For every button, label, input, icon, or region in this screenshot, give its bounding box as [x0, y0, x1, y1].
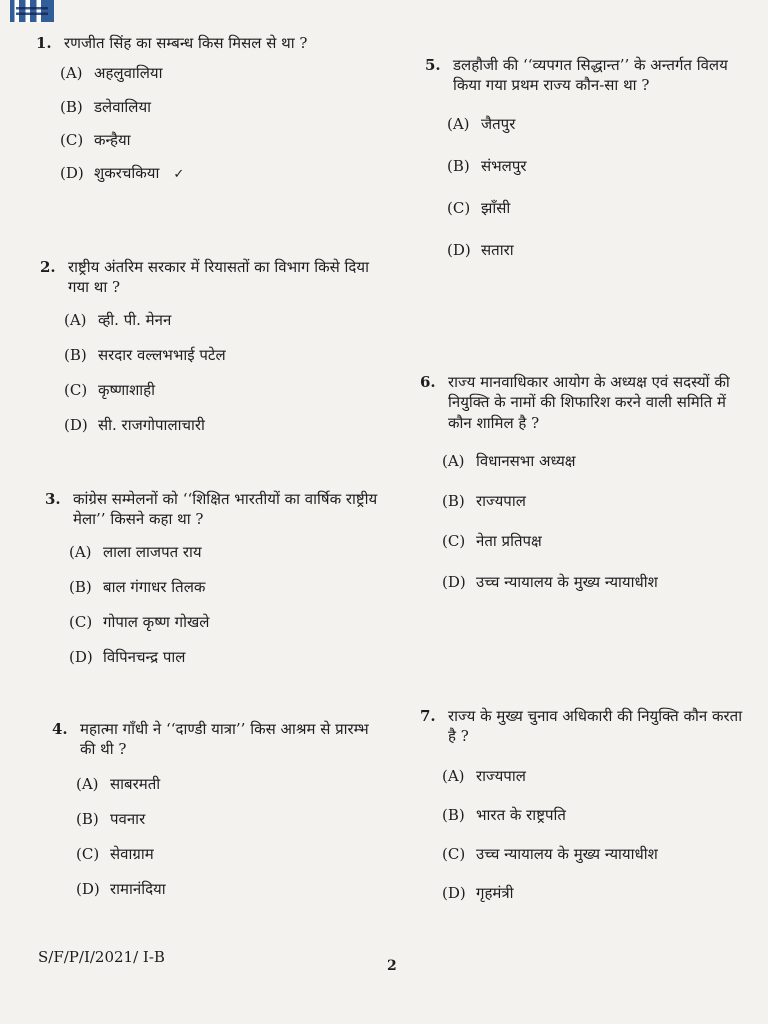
option-label: (A)	[442, 451, 465, 470]
option-label: (D)	[69, 648, 93, 667]
check-icon: ✓	[173, 167, 185, 182]
option-text: उच्च न्यायालय के मुख्य न्यायाधीश	[476, 572, 658, 591]
option-text: बाल गंगाधर तिलक	[103, 577, 206, 596]
question-text: कांग्रेस सम्मेलनों को ‘‘शिक्षित भारतीयों का वार्षिक राष्ट्रीय मेला’’ किसने कहा था ?	[73, 490, 378, 529]
option-text: संभलपुर	[481, 156, 527, 175]
option-text: कृष्णाशाही	[98, 381, 156, 399]
option-c	[442, 531, 760, 551]
option-a	[76, 774, 397, 794]
option-a	[64, 310, 390, 330]
option-label: (D)	[442, 572, 466, 591]
option-b	[60, 97, 376, 117]
option-a	[447, 114, 755, 134]
option-a	[69, 542, 390, 562]
option-a	[442, 766, 760, 786]
option-label: (C)	[442, 845, 466, 863]
option-label: (C)	[76, 845, 100, 863]
option-c	[64, 380, 390, 400]
question-number: 1.	[36, 34, 52, 52]
question-text: डलहौजी की ‘‘व्यपगत सिद्धान्त’’ के अन्तर्गत विलय किया गया प्रथम राज्य कौन-सा था ?	[453, 56, 728, 95]
option-text: नेता प्रतिपक्ष	[476, 532, 542, 551]
option-label: (C)	[69, 613, 93, 631]
question-text: महात्मा गाँधी ने ‘‘दाण्डी यात्रा’’ किस आश्रम से प्रारम्भ की थी ?	[80, 720, 369, 759]
option-text: कन्हैया	[94, 130, 131, 149]
option-label: (D)	[442, 884, 466, 903]
question-number: 5.	[425, 56, 441, 74]
option-text: गोपाल कृष्ण गोखले	[103, 613, 210, 631]
option-label: (A)	[76, 774, 99, 793]
option-label: (D)	[447, 241, 471, 260]
option-text: डलेवालिया	[94, 97, 152, 116]
option-label: (D)	[76, 880, 100, 899]
question-5	[425, 55, 755, 261]
option-b	[442, 805, 760, 825]
question-number: 6.	[420, 373, 436, 391]
option-b	[64, 345, 390, 365]
question-number: 4.	[52, 720, 68, 738]
option-text: राज्यपाल	[476, 766, 526, 785]
option-text: सेवाग्राम	[110, 845, 154, 863]
option-label: (C)	[442, 532, 466, 551]
option-label: (A)	[60, 64, 83, 83]
question-3	[45, 489, 390, 668]
option-a	[442, 451, 760, 471]
option-text: झाँसी	[481, 199, 511, 217]
option-c	[447, 198, 755, 218]
option-label: (B)	[64, 345, 87, 364]
option-b	[76, 809, 397, 829]
option-label: (B)	[69, 577, 92, 596]
qr-code-icon	[10, 0, 54, 22]
option-d	[442, 572, 760, 592]
option-c	[69, 612, 390, 632]
option-d	[442, 883, 760, 903]
option-label: (B)	[447, 156, 470, 175]
question-text: राज्य के मुख्य चुनाव अधिकारी की नियुक्ति कौन करता है ?	[448, 707, 743, 746]
option-text: रामानंदिया	[110, 880, 166, 899]
question-2	[40, 257, 390, 436]
option-d	[60, 163, 376, 184]
option-label: (B)	[442, 805, 465, 824]
option-text: साबरमती	[110, 774, 161, 793]
option-c	[76, 844, 397, 864]
question-4	[52, 719, 397, 900]
option-text: शुकरचकिया	[94, 164, 160, 182]
option-label: (C)	[60, 130, 84, 149]
question-text: राज्य मानवाधिकार आयोग के अध्यक्ष एवं सदस्यों की नियुक्ति के नामों की शिफारिश करने वाली समिति में कौन शामिल है ?	[448, 373, 730, 432]
question-7	[420, 706, 760, 904]
option-text: अहलुवालिया	[94, 64, 163, 83]
option-d	[69, 647, 390, 667]
option-c	[60, 130, 376, 150]
option-text: सी. राजगोपालाचारी	[98, 416, 205, 435]
page-number: 2	[387, 958, 397, 974]
option-label: (B)	[76, 809, 99, 828]
option-c	[442, 844, 760, 864]
option-label: (A)	[69, 542, 92, 561]
question-6	[420, 372, 760, 592]
paper-code: S/F/P/I/2021/ I-B	[38, 948, 165, 966]
option-label: (A)	[447, 114, 470, 133]
option-a	[60, 63, 376, 83]
option-text: विधानसभा अध्यक्ष	[476, 451, 576, 470]
question-number: 7.	[420, 707, 436, 725]
option-text: लाला लाजपत राय	[103, 542, 202, 561]
question-number: 3.	[45, 490, 61, 508]
option-text: भारत के राष्ट्रपति	[476, 805, 566, 824]
option-text: व्ही. पी. मेनन	[98, 310, 172, 329]
option-text: विपिनचन्द्र पाल	[103, 648, 186, 667]
option-text: सतारा	[481, 241, 514, 260]
question-number: 2.	[40, 258, 56, 276]
option-text: पवनार	[110, 809, 146, 828]
option-d	[76, 879, 397, 899]
option-label: (B)	[60, 97, 83, 116]
question-text: रणजीत सिंह का सम्बन्ध किस मिसल से था ?	[64, 34, 308, 52]
option-label: (D)	[60, 164, 84, 182]
option-text: राज्यपाल	[476, 492, 526, 510]
option-label: (B)	[442, 492, 465, 510]
option-d	[64, 415, 390, 435]
option-text: गृहमंत्री	[476, 884, 514, 903]
option-text: जैतपुर	[481, 114, 516, 133]
option-b	[69, 577, 390, 597]
option-label: (A)	[442, 766, 465, 785]
question-1	[36, 33, 376, 184]
option-text: उच्च न्यायालय के मुख्य न्यायाधीश	[476, 845, 658, 863]
option-label: (C)	[64, 381, 88, 399]
option-label: (C)	[447, 199, 471, 217]
option-b	[447, 156, 755, 176]
option-label: (A)	[64, 310, 87, 329]
option-label: (D)	[64, 416, 88, 435]
option-text: सरदार वल्लभभाई पटेल	[98, 345, 226, 364]
option-d	[447, 240, 755, 260]
question-text: राष्ट्रीय अंतरिम सरकार में रियासतों का विभाग किसे दिया गया था ?	[68, 258, 369, 297]
option-b	[442, 491, 760, 511]
